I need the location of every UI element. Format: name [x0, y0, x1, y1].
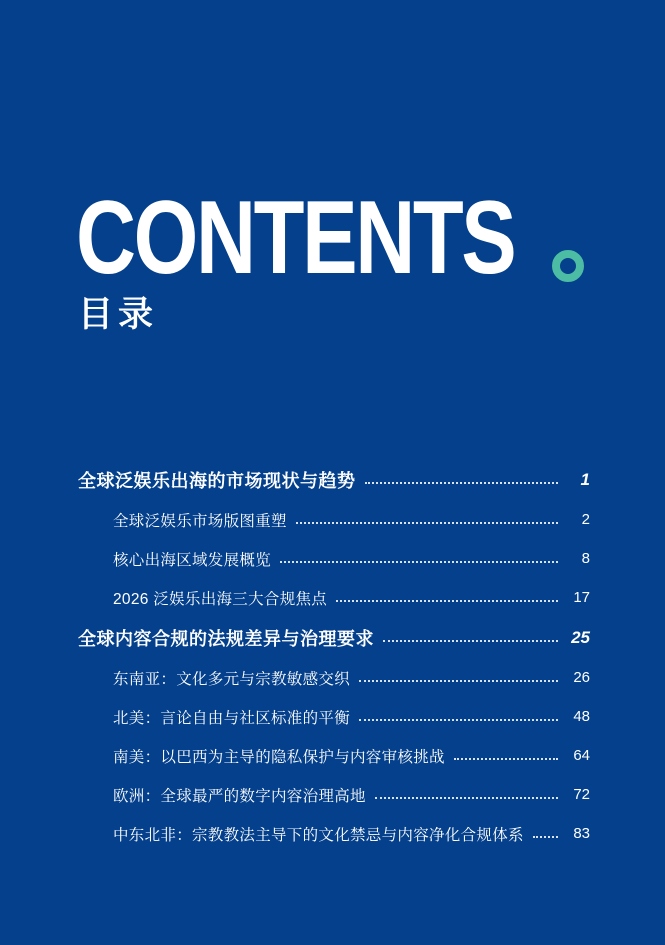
toc-entry-title: 全球内容合规的法规差异与治理要求: [78, 628, 374, 649]
toc-list: [78, 459, 590, 853]
page-subtitle: 目录: [78, 295, 159, 334]
toc-entry-title: 全球泛娱乐出海的市场现状与趋势: [78, 470, 356, 491]
page-title: CONTENTS: [76, 180, 515, 296]
dotted-leader: [365, 475, 559, 484]
toc-section-row[interactable]: [78, 617, 590, 658]
dotted-leader: [533, 829, 558, 838]
toc-entry-title: 2026 泛娱乐出海三大合规焦点: [113, 590, 328, 608]
toc-entry-page-number: 26: [573, 669, 590, 686]
toc-entry-title: 中东北非：宗教教法主导下的文化禁忌与内容净化合规体系: [113, 826, 524, 844]
toc-entry-page-number: 8: [581, 550, 590, 567]
toc-entry-page-number: 72: [573, 786, 590, 803]
toc-item-row[interactable]: [78, 658, 590, 697]
dotted-leader: [296, 515, 558, 524]
toc-section-row[interactable]: [78, 459, 590, 500]
toc-item-row[interactable]: [78, 500, 590, 539]
dotted-leader: [359, 712, 558, 721]
toc-entry-page-number: 64: [573, 747, 590, 764]
toc-entry-page-number: 25: [571, 627, 590, 647]
toc-item-row[interactable]: [78, 578, 590, 617]
toc-entry-title: 欧洲：全球最严的数字内容治理高地: [113, 787, 366, 805]
toc-entry-title: 核心出海区域发展概览: [113, 551, 272, 569]
toc-item-row[interactable]: [78, 814, 590, 853]
toc-entry-page-number: 1: [580, 469, 590, 489]
dotted-leader: [454, 751, 558, 760]
toc-item-row[interactable]: [78, 736, 590, 775]
toc-item-row[interactable]: [78, 539, 590, 578]
toc-item-row[interactable]: [78, 697, 590, 736]
dotted-leader: [359, 673, 558, 682]
toc-item-row[interactable]: [78, 775, 590, 814]
teal-ring-icon: [552, 250, 584, 282]
toc-entry-title: 全球泛娱乐市场版图重塑: [113, 512, 287, 530]
dotted-leader: [280, 554, 558, 563]
dotted-leader: [336, 593, 558, 602]
dotted-leader: [383, 633, 558, 642]
toc-entry-title: 南美：以巴西为主导的隐私保护与内容审核挑战: [113, 748, 445, 766]
toc-entry-title: 东南亚：文化多元与宗教敏感交织: [113, 670, 351, 688]
toc-entry-page-number: 83: [573, 825, 590, 842]
toc-entry-page-number: 17: [573, 589, 590, 606]
toc-entry-title: 北美：言论自由与社区标准的平衡: [113, 709, 351, 727]
toc-entry-page-number: 2: [581, 511, 590, 528]
dotted-leader: [375, 790, 558, 799]
toc-entry-page-number: 48: [573, 708, 590, 725]
